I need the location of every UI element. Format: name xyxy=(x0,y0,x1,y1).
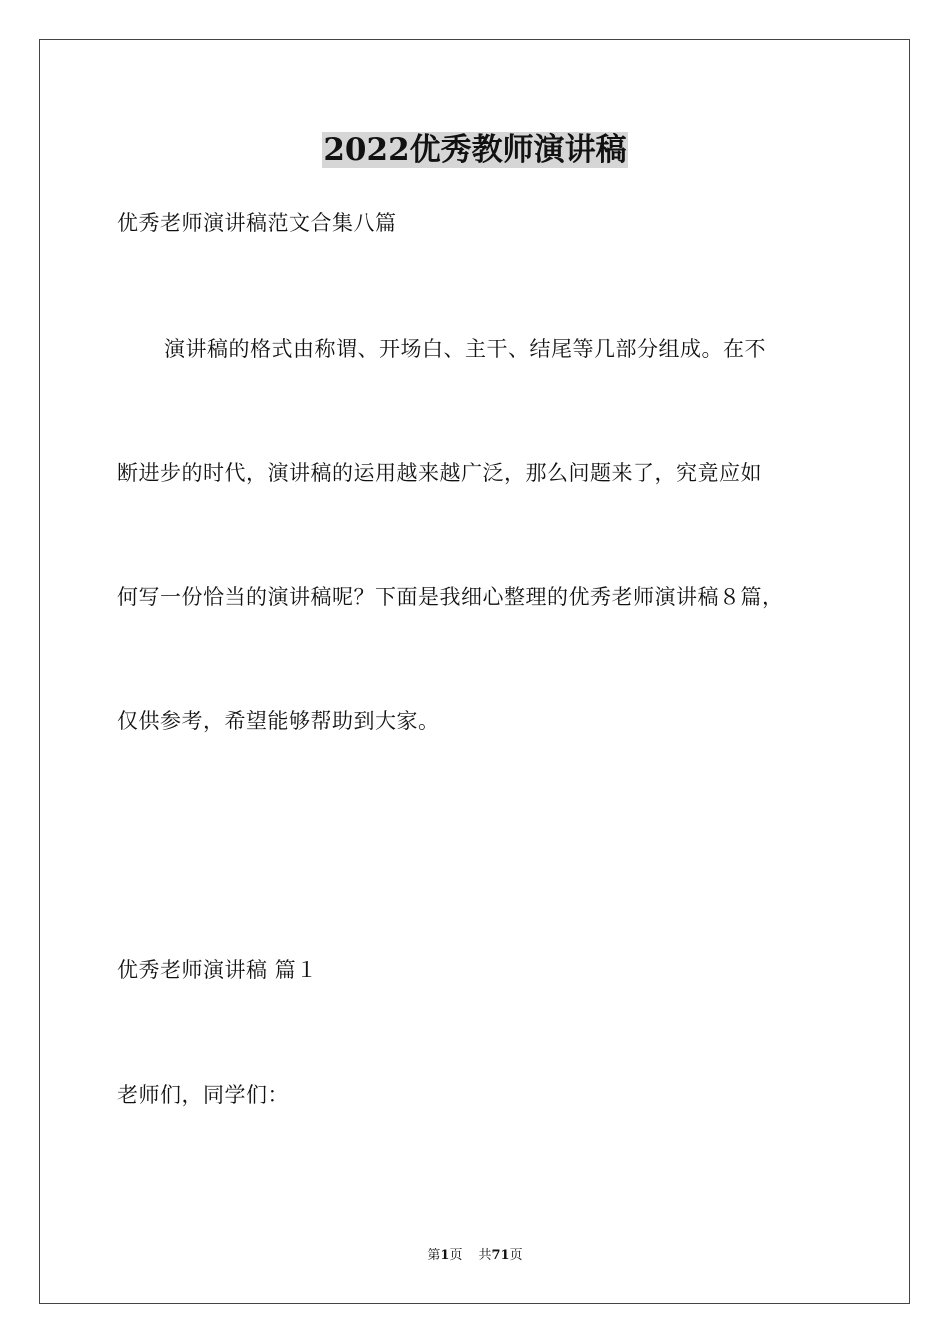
intro-line-4: 仅供参考，希望能够帮助到大家。 xyxy=(117,709,440,733)
footer-total-pages: 71 xyxy=(491,1248,510,1263)
intro-line-1: 演讲稿的格式由称谓、开场白、主干、结尾等几部分组成。在不 xyxy=(164,337,766,361)
intro-line-2: 断进步的时代，演讲稿的运用越来越广泛，那么问题来了，究竟应如 xyxy=(117,461,762,485)
greeting: 老师们，同学们： xyxy=(117,1083,289,1107)
page-footer xyxy=(0,1247,950,1265)
section-heading: 优秀老师演讲稿 篇１ xyxy=(117,958,318,982)
footer-total-prefix: 共 xyxy=(478,1248,492,1263)
document-subtitle: 优秀老师演讲稿范文合集八篇 xyxy=(117,211,397,235)
footer-page-suffix: 页 xyxy=(449,1248,463,1263)
document-title xyxy=(0,128,950,172)
footer-page-prefix: 第 xyxy=(427,1248,441,1263)
footer-total-suffix: 页 xyxy=(509,1248,523,1263)
document-title-text: 2022优秀教师演讲稿 xyxy=(323,132,627,168)
footer-page-number: 1 xyxy=(440,1248,450,1263)
intro-line-3: 何写一份恰当的演讲稿呢？下面是我细心整理的优秀老师演讲稿８篇， xyxy=(117,585,784,609)
